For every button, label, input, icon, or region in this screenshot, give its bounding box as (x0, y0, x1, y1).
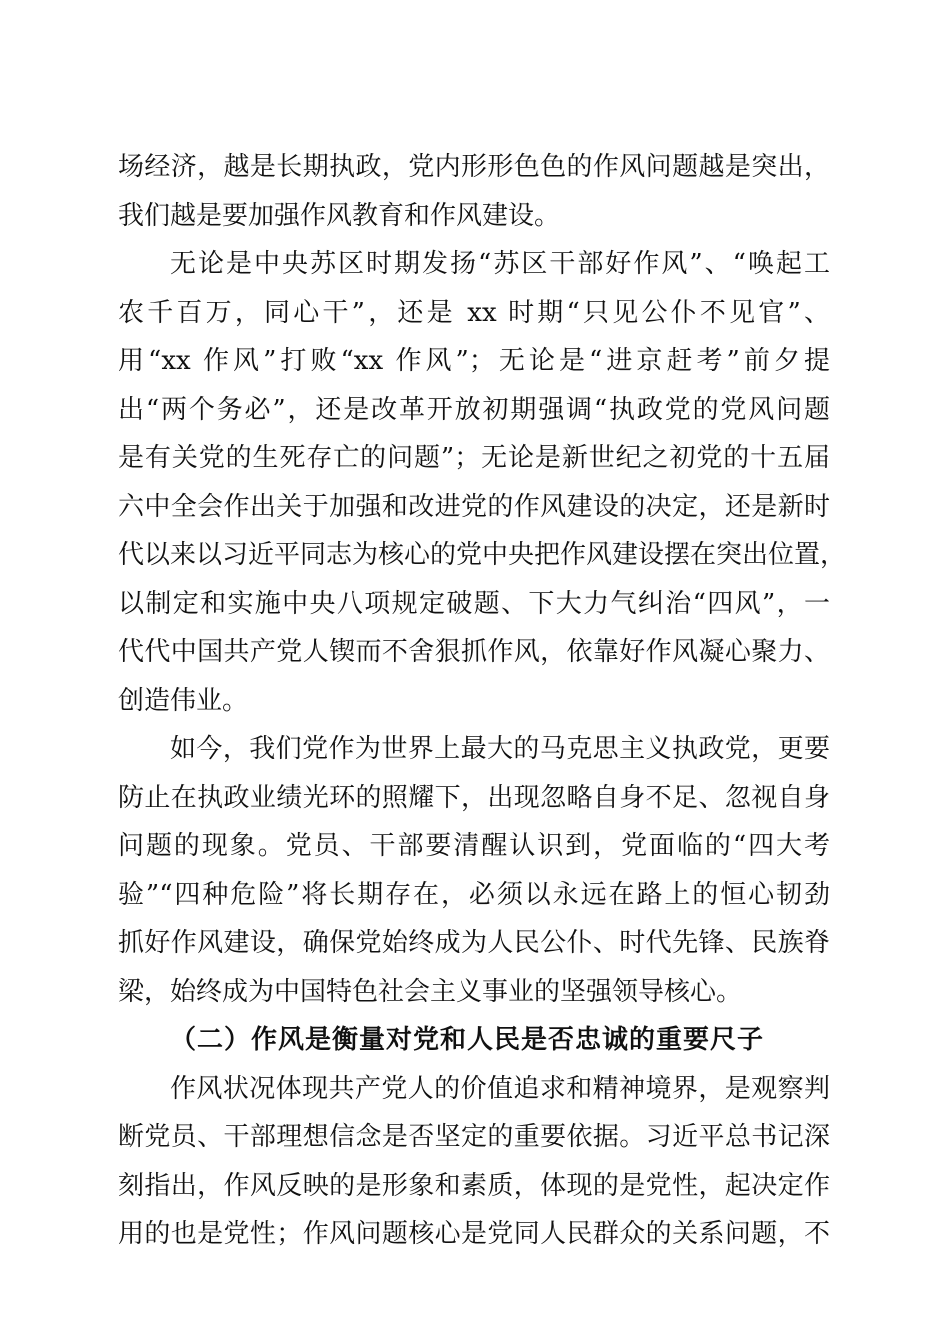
text-line: 创造伟业。 (118, 685, 249, 716)
text-line: 是有关党的生死存亡的问题”；无论是新世纪之初党的十五届 (118, 443, 830, 473)
paragraph (118, 143, 830, 240)
paragraph (118, 240, 847, 725)
text-line: 六中全会作出关于加强和改进党的作风建设的决定，还是新时 (118, 491, 830, 522)
text-line: 用的也是党性；作风问题核心是党同人民群众的关系问题，不 (118, 1219, 830, 1249)
text-line: 代以来以习近平同志为核心的党中央把作风建设摆在突出位置， (118, 540, 847, 570)
text-line: 作风状况体现共产党人的价值追求和精神境界，是观察判 (170, 1073, 830, 1104)
text-line: 代代中国共产党人锲而不舍狠抓作风，依靠好作风凝心聚力、 (118, 637, 830, 667)
text-line: 我们越是要加强作风教育和作风建设。 (118, 200, 561, 231)
text-line: 断党员、干部理想信念是否坚定的重要依据。习近平总书记深 (118, 1122, 830, 1152)
text-line: 用“xx 作风”打败“xx 作风”；无论是“进京赶考”前夕提 (118, 346, 830, 376)
text-line: 农千百万，同心干”，还是 xx 时期“只见公仆不见官”、 (118, 297, 830, 328)
document-body (118, 143, 847, 1259)
text-line: 无论是中央苏区时期发扬“苏区干部好作风”、“唤起工 (170, 249, 830, 279)
text-line: 防止在执政业绩光环的照耀下，出现忽略自身不足、忽视自身 (118, 782, 830, 813)
text-line: 问题的现象。党员、干部要清醒认识到，党面临的“四大考 (118, 831, 830, 861)
text-line: 梁，始终成为中国特色社会主义事业的坚强领导核心。 (118, 976, 743, 1007)
paragraph (118, 725, 830, 1016)
text-line: 抓好作风建设，确保党始终成为人民公仆、时代先锋、民族脊 (118, 928, 830, 958)
text-line: 出“两个务必”，还是改革开放初期强调“执政党的党风问题 (118, 394, 830, 425)
text-line: 刻指出，作风反映的是形象和素质，体现的是党性，起决定作 (118, 1170, 830, 1201)
text-line: 以制定和实施中央八项规定破题、下大力气纠治“四风”，一 (118, 588, 830, 619)
text-line: 场经济，越是长期执政，党内形形色色的作风问题越是突出， (118, 152, 830, 182)
section-heading: （二）作风是衡量对党和人民是否忠诚的重要尺子 (170, 1025, 765, 1055)
text-line: 验”“四种危险”将长期存在，必须以永远在路上的恒心韧劲 (118, 879, 830, 910)
text-line: 如今，我们党作为世界上最大的马克思主义执政党，更要 (170, 734, 830, 764)
paragraph (118, 1065, 830, 1259)
